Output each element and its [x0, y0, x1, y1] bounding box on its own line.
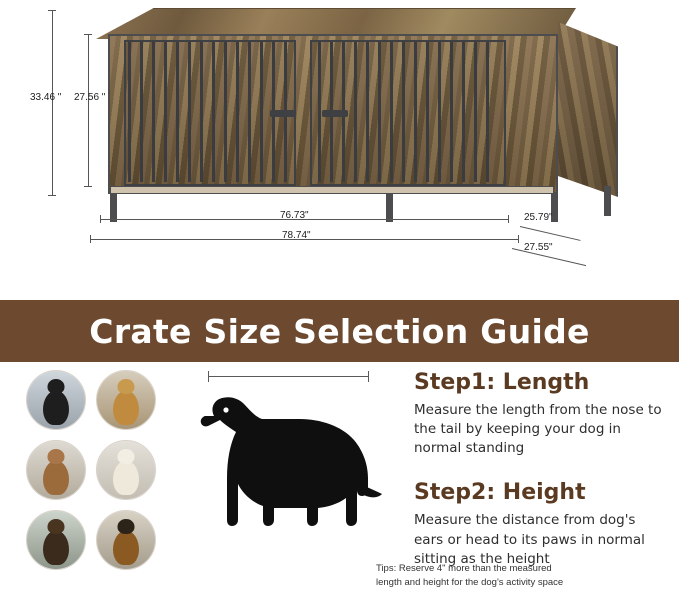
breed-dog-head: [48, 379, 65, 394]
breed-photo: [96, 510, 156, 570]
crate-latch-left: [270, 110, 296, 117]
height-outer-label: 33.46 ": [30, 92, 62, 103]
breed-dog-body: [113, 391, 139, 425]
guide-banner: [0, 300, 679, 362]
width-inner-label: 76.73": [280, 210, 309, 221]
height-inner-tick-top: [84, 34, 92, 35]
crate-body: [108, 34, 558, 194]
crate-leg: [386, 194, 393, 222]
crate-leg: [604, 186, 611, 216]
step1-text: Measure the length from the nose to the tail by keeping your dog in normal standing: [414, 402, 662, 457]
height-inner-label: 27.56 ": [74, 92, 106, 103]
crate-side-panel: [558, 22, 618, 197]
breed-dog-body: [113, 461, 139, 495]
height-inner-line: [88, 34, 89, 186]
breed-photo: [96, 370, 156, 430]
height-outer-tick-bottom: [48, 195, 56, 196]
breed-dog-body: [113, 531, 139, 565]
crate-base-shelf: [110, 186, 554, 194]
depth-inner-label: 25.79": [524, 212, 553, 223]
breed-dog-head: [118, 449, 135, 464]
length-measure-cap-right: [368, 371, 369, 382]
breed-dog-head: [118, 379, 135, 394]
width-inner-tick-right: [508, 215, 509, 223]
step1-title: Step1: Length: [414, 370, 590, 395]
breed-dog-body: [43, 461, 69, 495]
breed-dog-head: [118, 519, 135, 534]
breed-dog-body: [43, 391, 69, 425]
breed-dog-head: [48, 449, 65, 464]
width-outer-label: 78.74": [282, 230, 311, 241]
breed-photo: [96, 440, 156, 500]
measurement-steps: [414, 370, 664, 591]
crate-product-illustration: [96, 8, 596, 218]
breed-photo: [26, 510, 86, 570]
depth-inner-line: [520, 226, 581, 241]
guide-content: [0, 362, 679, 599]
step2-title: Step2: Height: [414, 480, 586, 506]
height-outer-tick-top: [48, 10, 56, 11]
breed-dog-head: [48, 519, 65, 534]
crate-leg: [110, 194, 117, 222]
page-title: Crate Size Selection Guide: [89, 311, 590, 351]
width-outer-tick-right: [518, 235, 519, 243]
width-inner-tick-left: [100, 215, 101, 223]
crate-latch-right: [322, 110, 348, 117]
length-measure-bar: [208, 376, 368, 377]
length-measure-cap-left: [208, 371, 209, 382]
step2-text: Measure the distance from dog's ears or head to its paws in normal sitting as the height: [414, 512, 645, 567]
height-inner-tick-bottom: [84, 186, 92, 187]
width-outer-tick-left: [90, 235, 91, 243]
dog-silhouette-icon: [196, 386, 386, 536]
breed-photo: [26, 440, 86, 500]
breed-dog-body: [43, 531, 69, 565]
depth-outer-label: 27.55": [524, 242, 553, 253]
breed-photo: [26, 370, 86, 430]
breed-photo-grid: [26, 370, 166, 570]
measurement-tips: Tips: Reserve 4" more than the measured length and height for the dog's activity space: [376, 563, 564, 588]
